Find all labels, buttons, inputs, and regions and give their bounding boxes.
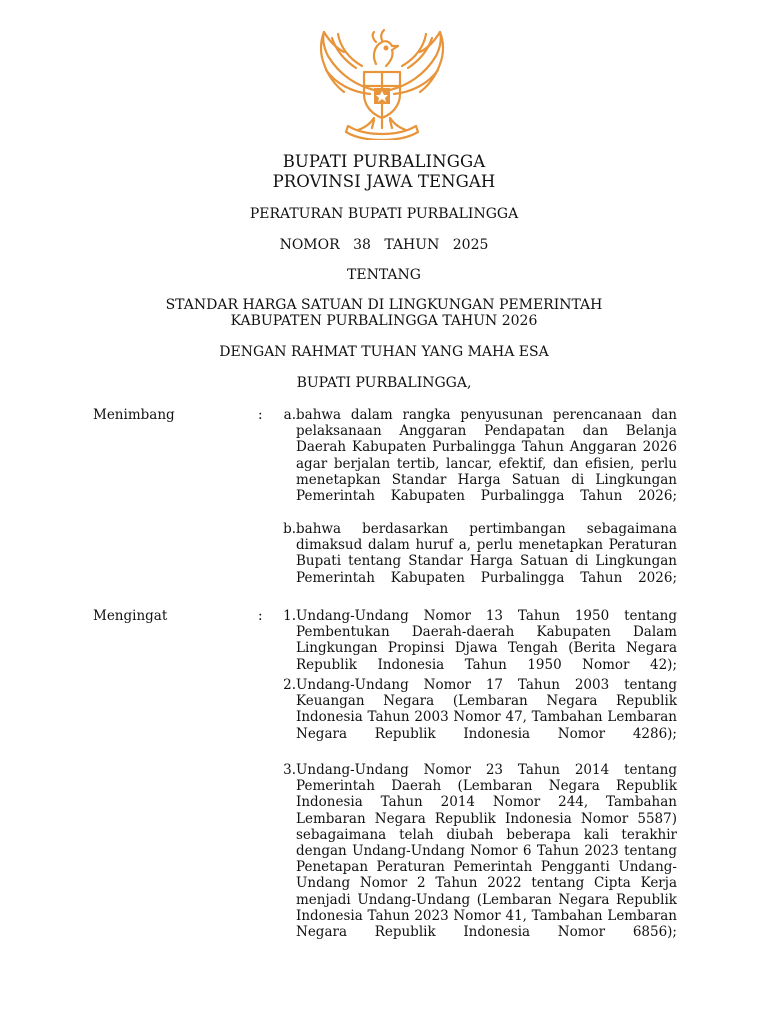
item-marker: b.	[283, 521, 296, 537]
mengingat-item-3	[272, 762, 677, 956]
mengingat-item-2	[272, 677, 677, 758]
menimbang-item-a	[272, 407, 677, 520]
regulation-subject-line-1: STANDAR HARGA SATUAN DI LINGKUNGAN PEMERINTAH	[165, 297, 603, 313]
province-title: PROVINSI JAWA TENGAH	[272, 172, 496, 191]
item-marker: 2.	[283, 677, 296, 693]
regulation-subject-line-2: KABUPATEN PURBALINGGA TAHUN 2026	[230, 313, 538, 329]
menimbang-item-b	[272, 521, 677, 602]
item-text: Undang-Undang Nomor 13 Tahun 1950 tentang Pembentukan Daerah-daerah Kabupaten Dalam Lingkungan Propinsi Djawa Tengah (Berita Negara Republik Indonesia Tahun 1950 Nomor 42);	[296, 608, 677, 673]
garuda-pancasila-emblem	[314, 28, 450, 140]
item-text: Undang-Undang Nomor 17 Tahun 2003 tentang Keuangan Negara (Lembaran Negara Republik Indonesia Tahun 2003 Nomor 47, Tambahan Lembaran Negara Republik Indonesia Nomor 4286);	[296, 677, 677, 742]
menimbang-label: Menimbang	[93, 407, 175, 423]
menimbang-colon: :	[258, 407, 263, 423]
item-text: bahwa dalam rangka penyusunan perencanaan dan pelaksanaan Anggaran Pendapatan dan Belanja Daerah Kabupaten Purbalingga Tahun Anggaran 2026 agar berjalan tertib, lancar, efektif, dan efisien, perlu menetapkan Standar Harga Satuan di Lingkungan Pemerintah Kabupaten Purbalingga Tahun 2026;	[296, 407, 677, 505]
item-text: bahwa berdasarkan pertimbangan sebagaimana dimaksud dalam huruf a, perlu menetapkan Peraturan Bupati tentang Standar Harga Satuan di Lingkungan Pemerintah Kabupaten Purbalingga Tahun 2026;	[296, 521, 677, 586]
mengingat-label: Mengingat	[93, 608, 168, 624]
item-marker: 3.	[283, 762, 296, 778]
mengingat-colon: :	[258, 608, 263, 624]
regent-heading: BUPATI PURBALINGGA,	[296, 375, 472, 391]
regulation-number: NOMOR 38 TAHUN 2025	[279, 237, 489, 253]
item-marker: 1.	[283, 608, 296, 624]
regulation-title: PERATURAN BUPATI PURBALINGGA	[249, 206, 519, 222]
item-text: Undang-Undang Nomor 23 Tahun 2014 tentang Pemerintah Daerah (Lembaran Negara Republik Indonesia Tahun 2014 Nomor 244, Tambahan Lembaran Negara Republik Indonesia Nomor 5587) sebagaimana telah diubah beberapa kali terakhir dengan Undang-Undang Nomor 6 Tahun 2023 tentang Penetapan Peraturan Pemerintah Pengganti Undang-Undang Nomor 2 Tahun 2022 tentang Cipta Kerja menjadi Undang-Undang (Lembaran Negara Republik Indonesia Tahun 2023 Nomor 41, Tambahan Lembaran Negara Republik Indonesia Nomor 6856);	[296, 762, 677, 941]
issuer-title: BUPATI PURBALINGGA	[282, 152, 486, 171]
about-label: TENTANG	[347, 267, 421, 283]
item-marker: a.	[283, 407, 296, 423]
invocation: DENGAN RAHMAT TUHAN YANG MAHA ESA	[219, 344, 549, 360]
